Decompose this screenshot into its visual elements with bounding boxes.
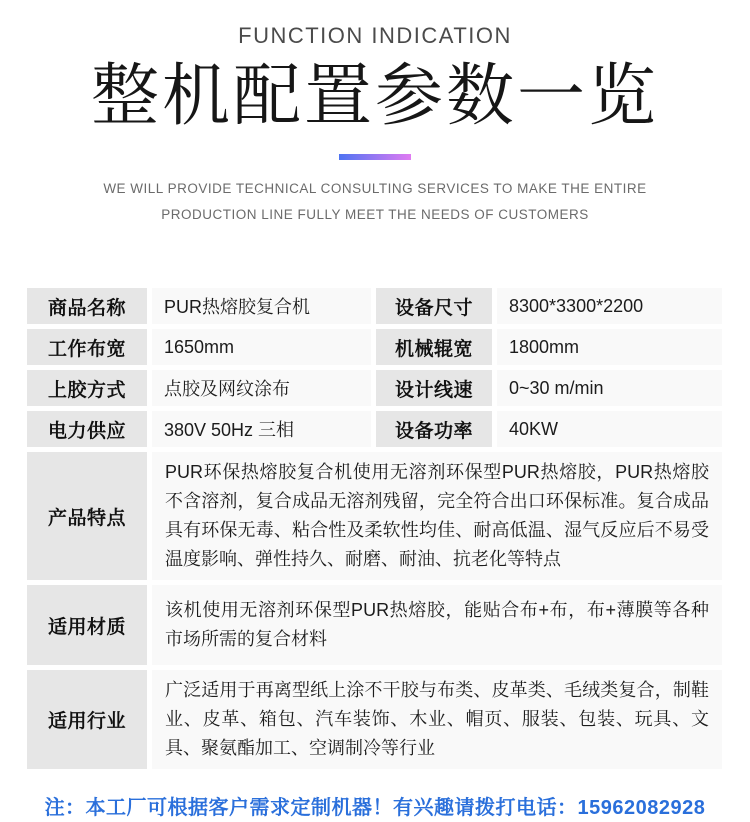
spec-label-power-supply: 电力供应 (27, 411, 147, 447)
spec-label-applicable-materials: 适用材质 (27, 585, 147, 665)
spec-value-roller-width: 1800mm (497, 329, 722, 365)
spec-label-equipment-size: 设备尺寸 (376, 288, 492, 324)
spec-value-product-features: PUR环保热熔胶复合机使用无溶剂环保型PUR热熔胶，PUR热熔胶不含溶剂，复合成品无溶剂残留，完全符合出口环保标准。复合成品具有环保无毒、粘合性及柔软性均佳、耐高低温、湿气反应后不易受温度影响、弹性持久、耐磨、耐油、抗老化等特点 (152, 452, 722, 580)
custom-order-note: 注：本工厂可根据客户需求定制机器！有兴趣请拨打电话：15962082928 (44, 797, 706, 819)
spec-value-gluing-method: 点胶及网纹涂布 (152, 370, 371, 406)
spec-label-applicable-industries: 适用行业 (27, 670, 147, 769)
spec-value-power-supply: 380V 50Hz 三相 (152, 411, 371, 447)
subtitle-line-2: PRODUCTION LINE FULLY MEET THE NEEDS OF CUSTOMERS (161, 207, 589, 222)
spec-label-equipment-power: 设备功率 (376, 411, 492, 447)
spec-value-applicable-materials: 该机使用无溶剂环保型PUR热熔胶，能贴合布+布，布+薄膜等各种市场所需的复合材料 (152, 585, 722, 665)
header-subtitle (0, 176, 750, 228)
spec-label-product-name: 商品名称 (27, 288, 147, 324)
spec-value-equipment-size: 8300*3300*2200 (497, 288, 722, 324)
spec-value-equipment-power: 40KW (497, 411, 722, 447)
section-eyebrow: FUNCTION INDICATION (238, 23, 512, 48)
spec-label-product-features: 产品特点 (27, 452, 147, 580)
spec-value-product-name: PUR热熔胶复合机 (152, 288, 371, 324)
spec-table (27, 288, 722, 769)
spec-label-working-width: 工作布宽 (27, 329, 147, 365)
page-title: 整机配置参数一览 (90, 58, 659, 134)
spec-value-applicable-industries: 广泛适用于再离型纸上涂不干胶与布类、皮革类、毛绒类复合，制鞋业、皮革、箱包、汽车装饰、木业、帽页、服装、包装、玩具、文具、聚氨酯加工、空调制冷等行业 (152, 670, 722, 769)
page-header (0, 0, 750, 228)
spec-value-working-width: 1650mm (152, 329, 371, 365)
spec-value-design-speed: 0~30 m/min (497, 370, 722, 406)
gradient-divider (339, 154, 411, 160)
spec-label-gluing-method: 上胶方式 (27, 370, 147, 406)
spec-label-design-speed: 设计线速 (376, 370, 492, 406)
subtitle-line-1: WE WILL PROVIDE TECHNICAL CONSULTING SERVICES TO MAKE THE ENTIRE (103, 181, 647, 196)
spec-label-roller-width: 机械辊宽 (376, 329, 492, 365)
